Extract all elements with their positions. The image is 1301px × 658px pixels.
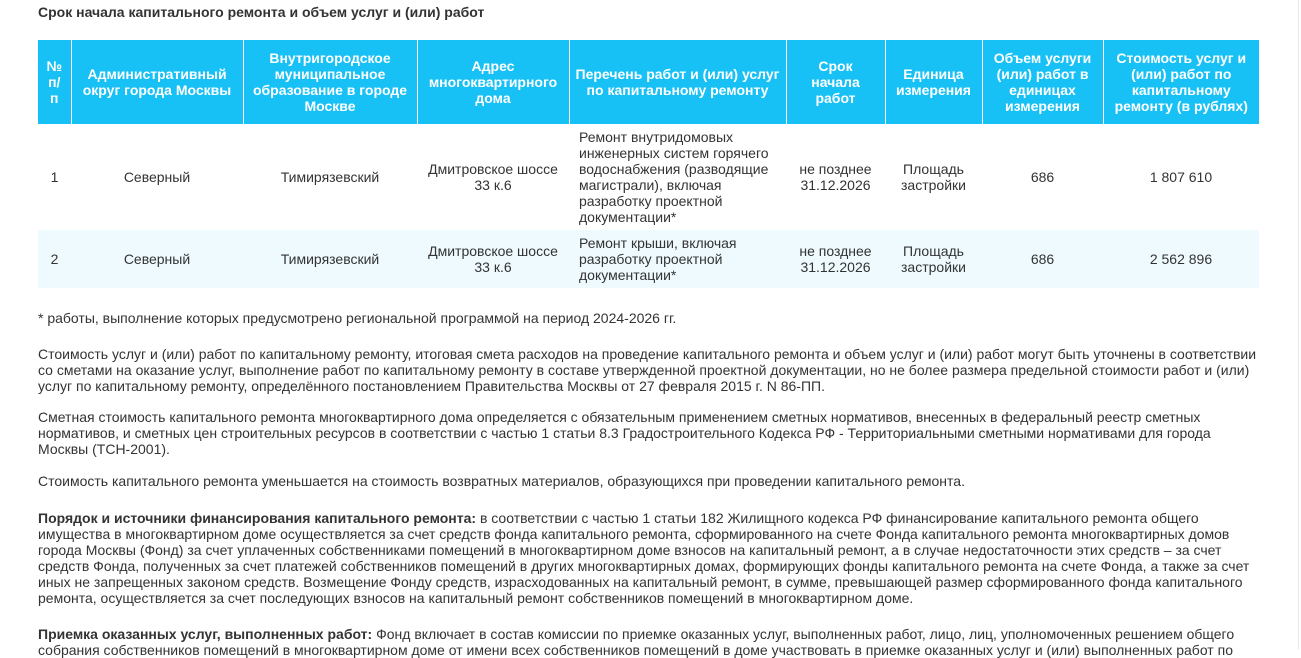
acceptance-paragraph — [38, 626, 1260, 658]
header-cost: Стоимость услуг и (или) работ по капитальному ремонту (в рублях) — [1103, 40, 1259, 124]
cell-cost: 2 562 896 — [1103, 230, 1259, 288]
header-works: Перечень работ и (или) услуг по капитальному ремонту — [569, 40, 786, 124]
table-header-row — [38, 40, 1259, 124]
cell-num: 1 — [38, 124, 71, 230]
cell-municipality: Тимирязевский — [243, 124, 417, 230]
header-okrug: Административный округ города Москвы — [71, 40, 243, 124]
header-address: Адрес многоквартирного дома — [417, 40, 569, 124]
cell-num: 2 — [38, 230, 71, 288]
financing-label: Порядок и источники финансирования капитального ремонта: — [38, 510, 477, 526]
table-row — [38, 230, 1259, 288]
returnable-materials-paragraph: Стоимость капитального ремонта уменьшается на стоимость возвратных материалов, образующихся при проведении капитального ремонта. — [38, 473, 965, 489]
cell-unit: Площадь застройки — [885, 230, 982, 288]
header-municipality: Внутригородское муниципальное образование в городе Москве — [243, 40, 417, 124]
cell-works: Ремонт внутридомовых инженерных систем горячего водоснабжения (разводящие магистрали), включая разработку проектной документации* — [569, 124, 786, 230]
table-row — [38, 124, 1259, 230]
section-title: Срок начала капитального ремонта и объем услуг и (или) работ — [38, 4, 485, 20]
cell-volume: 686 — [982, 230, 1103, 288]
header-start: Срок начала работ — [786, 40, 885, 124]
header-num: № п/п — [38, 40, 71, 124]
cell-okrug: Северный — [71, 230, 243, 288]
header-unit: Единица измерения — [885, 40, 982, 124]
estimate-paragraph: Сметная стоимость капитального ремонта многоквартирного дома определяется с обязательным применением сметных нормативов, внесенных в федеральный реестр сметных нормативов, и сметных цен строительных ресурсов в соответствии с частью 1 статьи 8.3 Градостроительного Кодекса РФ - Территориальными сметными нормативами для города Москвы (ТСН-2001). — [38, 409, 1211, 457]
cell-municipality: Тимирязевский — [243, 230, 417, 288]
capital-repair-table — [38, 40, 1259, 288]
acceptance-text: Фонд включает в состав комиссии по приемке оказанных услуг, выполненных работ, лицо, лиц, уполномоченных решением общего собрания собственников помещений в многоквартирном доме от имени всех собственников помещений в доме участвовать в приемке оказанных услуг и (или) выполненных работ по — [38, 626, 1235, 658]
cost-clarification-paragraph: Стоимость услуг и (или) работ по капитальному ремонту, итоговая смета расходов на проведение капитального ремонта и объем услуг и (или) работ могут быть уточнены в соответствии со сметами на оказание услуг, выполнение работ по капитальному ремонту в составе утвержденной проектной документации, но не более размера предельной стоимости работ и (или) услуг по капитальному ремонту, определённого постановлением Правительства Москвы от 27 февраля 2015 г. N 86-ПП. — [38, 346, 1257, 394]
scrollbar-track[interactable] — [1298, 0, 1299, 649]
cell-works: Ремонт крыши, включая разработку проектной документации* — [569, 230, 786, 288]
financing-text: в соответствии с частью 1 статьи 182 Жилищного кодекса РФ финансирование капитального ремонта общего имущества в многоквартирном доме осуществляется за счет средств фонда капитального ремонта, сформированного на счете Фонда капитального ремонта многоквартирных домов города Москвы (Фонд) за счет уплаченных собственниками помещений в многоквартирном доме взносов на капитальный ремонт, а в случае недостаточности этих средств – за счет средств Фонда, полученных за счет платежей собственников помещений в других многоквартирных домах, формирующих фонды капитального ремонта на счете Фонда, а также за счет иных не запрещенных законом средств. Возмещение Фонду средств, израсходованных на капитальный ремонт, в сумме, превышающей размер сформированного фонда капитального ремонта, осуществляется за счет последующих взносов на капитальный ремонт собственников помещений в многоквартирном доме. — [38, 510, 1250, 606]
acceptance-label: Приемка оказанных услуг, выполненных работ: — [38, 626, 373, 642]
cell-cost: 1 807 610 — [1103, 124, 1259, 230]
cell-address: Дмитровское шоссе 33 к.6 — [417, 230, 569, 288]
cell-okrug: Северный — [71, 124, 243, 230]
financing-paragraph — [38, 510, 1260, 606]
cell-unit: Площадь застройки — [885, 124, 982, 230]
cell-address: Дмитровское шоссе 33 к.6 — [417, 124, 569, 230]
cell-start: не позднее 31.12.2026 — [786, 230, 885, 288]
footnote: * работы, выполнение которых предусмотрено региональной программой на период 2024-2026 гг. — [38, 310, 677, 326]
header-volume: Объем услуги (или) работ в единицах измерения — [982, 40, 1103, 124]
cell-start: не позднее 31.12.2026 — [786, 124, 885, 230]
cell-volume: 686 — [982, 124, 1103, 230]
